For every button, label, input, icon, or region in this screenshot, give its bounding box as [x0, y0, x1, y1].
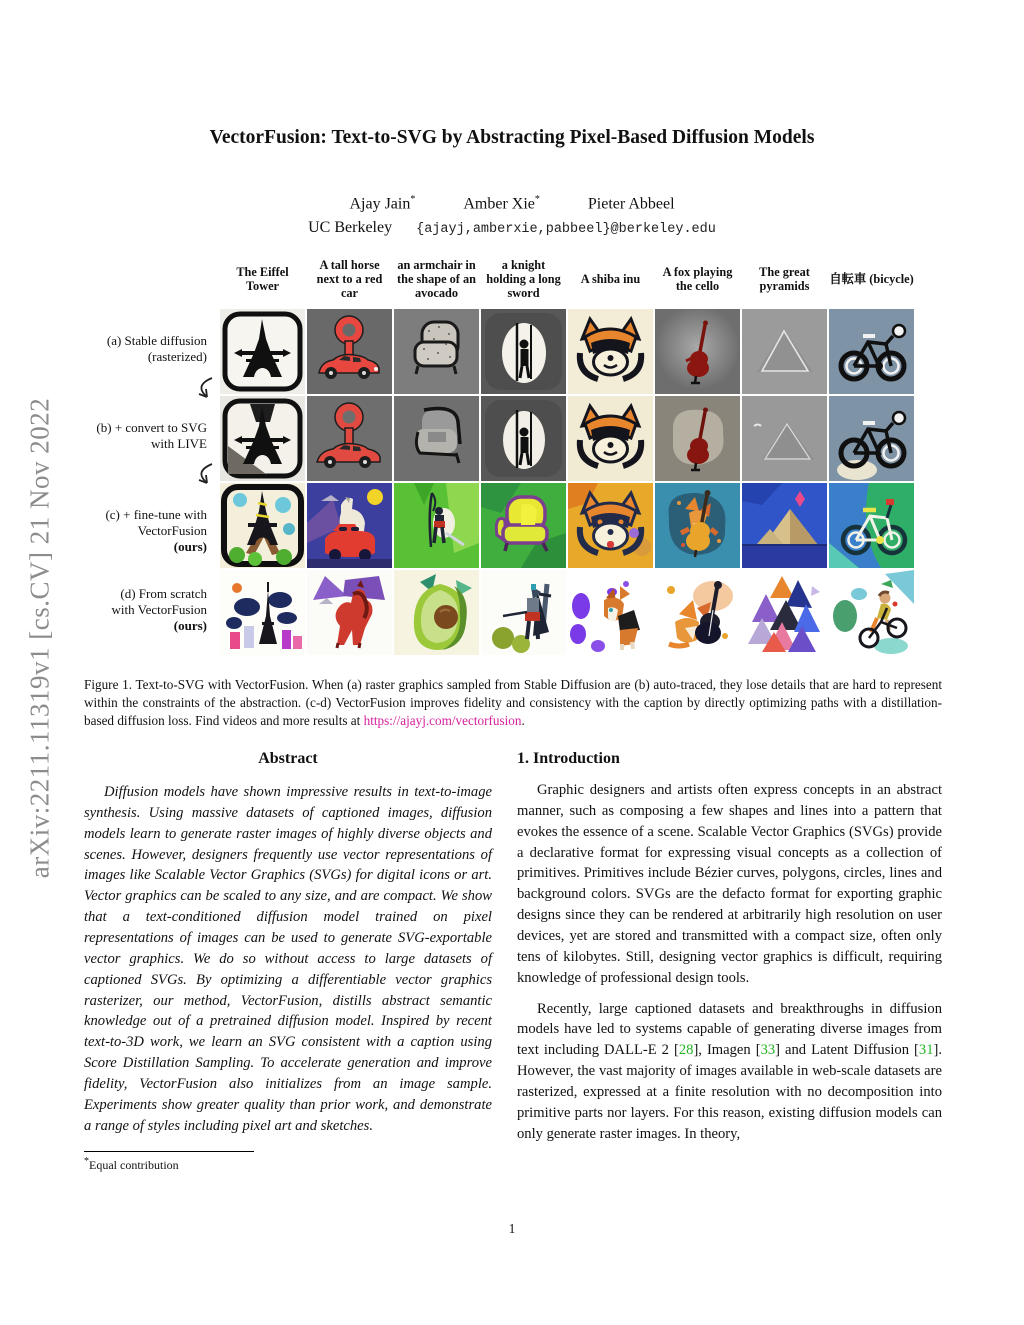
sample-a-bicycle [829, 309, 914, 394]
page-number: 1 [508, 1221, 516, 1236]
sample-a-horse-red-car [307, 309, 392, 394]
vectorfusion-link[interactable]: https://ajayj.com/vectorfusion [363, 713, 522, 729]
sample-b-fox-cello [655, 396, 740, 481]
prompt-label: The great pyramids [759, 264, 810, 293]
curved-arrow-icon [192, 462, 218, 488]
sample-b-shiba-inu [568, 396, 653, 481]
sample-d-pyramids-multi [742, 570, 827, 655]
prompt-label: A shiba inu [580, 271, 641, 286]
introduction-heading: 1. Introduction [517, 750, 620, 767]
sample-a-fox-cello [655, 309, 740, 394]
sample-c-knight-green [394, 483, 479, 568]
sample-a-knight [481, 309, 566, 394]
sample-a-armchair [394, 309, 479, 394]
citation-link[interactable]: 33 [760, 1042, 776, 1059]
sample-a-pyramids [742, 309, 827, 394]
sample-d-red-horse [307, 570, 392, 655]
prompt-label: a knight holding a long sword [486, 257, 561, 300]
affiliation-row [0, 219, 1024, 237]
prompt-label: 自転車 (bicycle) [829, 271, 914, 286]
citation-link[interactable]: 28 [678, 1042, 694, 1059]
sample-c-horse-red-car [307, 483, 392, 568]
left-column [84, 748, 492, 1173]
row-label-d: (d) From scratch with VectorFusion (ours) [111, 586, 207, 633]
sample-c-armchair-yellow [481, 483, 566, 568]
author-name: Pieter Abbeel [587, 195, 675, 213]
author-name: Amber Xie* [463, 194, 540, 213]
sample-d-knight-sword [481, 570, 566, 655]
figure-grid [84, 254, 916, 655]
sample-c-eiffel-tower [220, 483, 305, 568]
intro-paragraph-2: Recently, large captioned datasets and breakthroughs in diffusion models have led to systems capable of generating diverse images from text including DALL-E 2 [28], Imagen [33] and Latent Diffusion [31]. However, the vast majority of images available in web-scale datasets are rasterized, expressed at a finite resolution with no decomposition into primitive parts nor layers. For this reason, existing diffusion models can only generate raster images. In theory, [517, 1000, 942, 1142]
curved-arrow-icon [192, 376, 218, 402]
sample-b-horse-red-car [307, 396, 392, 481]
figure-caption: Figure 1. Text-to-SVG with VectorFusion. When (a) raster graphics sampled from Stable Diffusion are (b) auto-traced, they lose details that are hard to represent within the constraints of the abstraction. (c-d) VectorFusion improves fidelity and consistency with the caption by directly optimizing paths with a distillation-based diffusion loss. Find videos and more results at https://ajayj.com/vectorfusion. [84, 677, 942, 729]
row-label-b: (b) + convert to SVG with LIVE [96, 420, 207, 451]
sample-c-fox-cello-teal [655, 483, 740, 568]
affiliation: UC Berkeley [308, 219, 393, 236]
sample-d-cyclist [829, 570, 914, 655]
author-list [0, 194, 1024, 213]
sample-c-pyramids-blue [742, 483, 827, 568]
sample-b-armchair [394, 396, 479, 481]
paper-title: VectorFusion: Text-to-SVG by Abstracting Pixel-Based Diffusion Models [209, 127, 815, 148]
figure-1 [84, 254, 916, 655]
arxiv-identifier: arXiv:2211.11319v1 [cs.CV] 21 Nov 2022 [24, 397, 55, 879]
row-label-c: (c) + fine-tune with VectorFusion (ours) [105, 507, 207, 554]
intro-paragraph-1: Graphic designers and artists often express concepts in an abstract manner, such as composing a few shapes and lines into a pattern that evokes the essence of a scene. Scalable Vector Graphics (SVGs) provide a declarative format for expressing visual concepts as a collection of primitives. Primitives include Bézier curves, polygons, circles, lines and background colors. SVGs are the defacto format for exporting graphic designs since they can be rendered at arbitrarily high resolution on user devices, yet are stored and transmitted with a compact size, often only tens of kilobytes. Still, designing vector graphics is difficult, requiring knowledge of professional design tools. [517, 782, 942, 986]
sample-b-pyramids [742, 396, 827, 481]
sample-d-avocado [394, 570, 479, 655]
abstract-heading: Abstract [258, 750, 318, 767]
sample-b-knight [481, 396, 566, 481]
row-label-a: (a) Stable diffusion (rasterized) [106, 333, 207, 364]
prompt-label: an armchair in the shape of an avocado [397, 257, 476, 300]
footnote-rule [84, 1151, 254, 1152]
sample-d-eiffel-abstract [220, 570, 305, 655]
sample-b-bicycle [829, 396, 914, 481]
sample-a-eiffel-tower [220, 309, 305, 394]
author-emails: {ajayj,amberxie,pabbeel}@berkeley.edu [416, 222, 716, 237]
footnote: *Equal contribution [84, 1151, 492, 1173]
author-name: Ajay Jain* [349, 194, 416, 213]
abstract-text: Diffusion models have shown impressive results in text-to-image synthesis. Using massive datasets of captioned images, diffusion models learn to generate raster images of highly diverse objects and scenes. However, designers frequently use vector representations of images like Scalable Vector Graphics (SVGs) for digital icons or art. Vector graphics can be scaled to any size, and are compact. We show that a text-conditioned diffusion model trained on pixel representations of images can be used to generate SVG-exportable vector graphics. We do so without access to large datasets of captioned SVGs. By optimizing a differentiable vector graphics rasterizer, our method, VectorFusion, distills abstract semantic knowledge out of a pretrained diffusion model. Inspired by recent text-to-3D work, we learn an SVG consistent with a caption using Score Distillation Sampling. To accelerate generation and improve fidelity, VectorFusion also initializes from an image sample. Experiments show greater quality than prior work, and demonstrate a range of styles including pixel art and sketches. [84, 784, 492, 1134]
right-column [517, 748, 942, 1173]
sample-b-eiffel-tower [220, 396, 305, 481]
prompt-label: The Eiffel Tower [236, 264, 289, 293]
prompt-label: A tall horse next to a red car [316, 257, 383, 300]
sample-a-shiba-inu [568, 309, 653, 394]
sample-c-bicycle-green [829, 483, 914, 568]
body-columns [84, 748, 942, 1173]
sample-d-corgi [568, 570, 653, 655]
sample-d-fox-cello-white [655, 570, 740, 655]
prompt-label: A fox playing the cello [662, 264, 733, 293]
citation-link[interactable]: 31 [918, 1042, 934, 1059]
sample-c-shiba-inu-color [568, 483, 653, 568]
